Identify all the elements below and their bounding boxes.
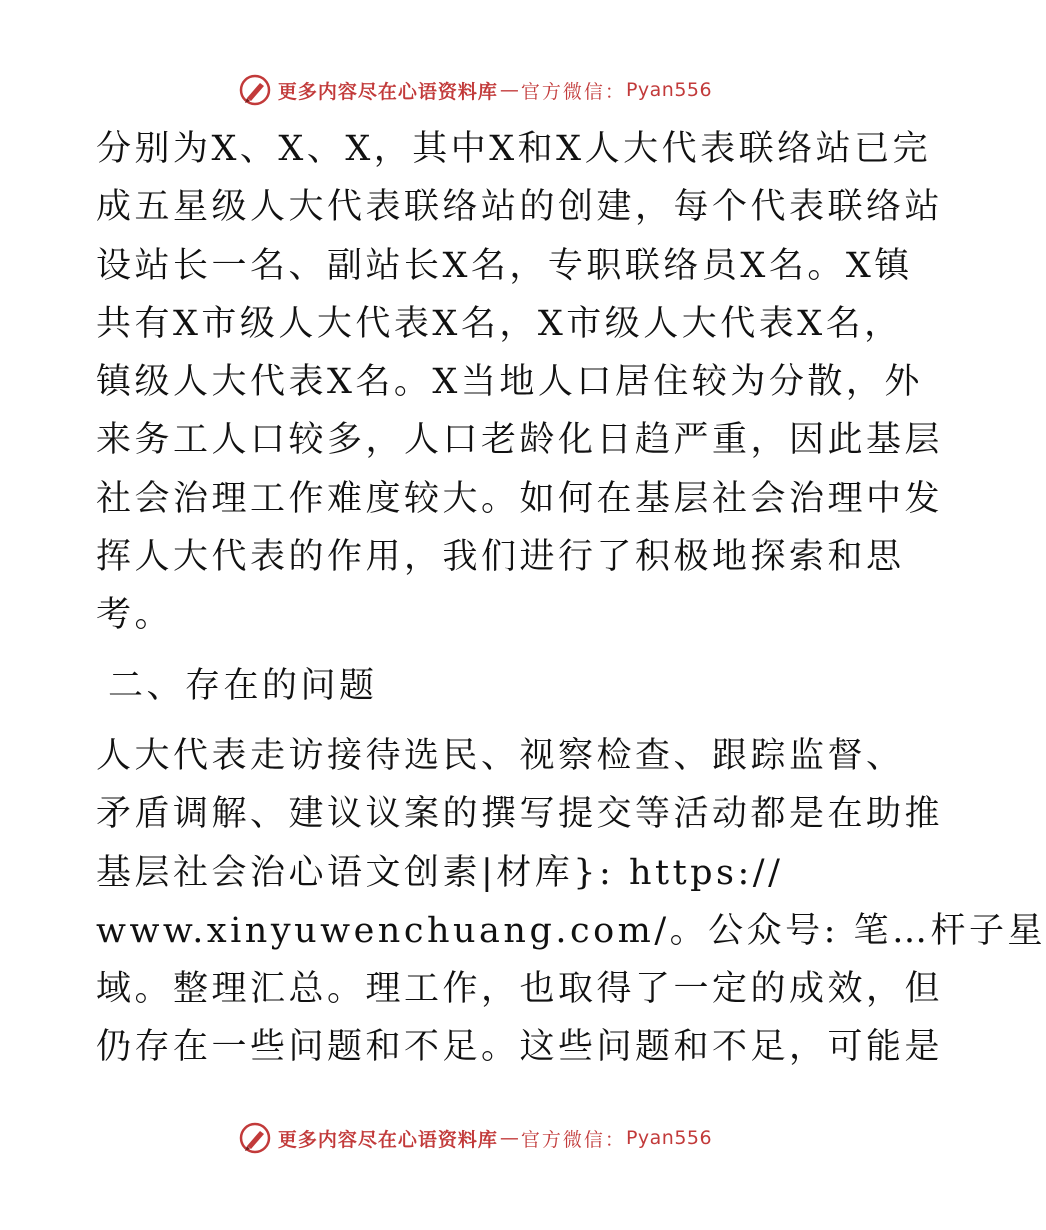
text-line: 基层社会治心语文创素|材库}: https://	[96, 852, 784, 893]
text-line: 共有X市级人大代表X名，X市级人大代表X名，	[96, 303, 903, 344]
text-line: 仍存在一些问题和不足。这些问题和不足，可能是	[96, 1027, 944, 1068]
text-line: 成五星级人大代表联络站的创建，每个代表联络站	[96, 187, 944, 228]
banner-wechat-id: Pyan556	[625, 79, 713, 101]
banner-dash: —	[499, 79, 519, 101]
text-line: 人大代表走访接待选民、视察检查、跟踪监督、	[96, 735, 905, 776]
text-line: 挥人大代表的作用，我们进行了积极地探索和思	[96, 537, 905, 578]
text-line: 镇级人大代表X名。X当地人口居住较为分散，外	[96, 362, 923, 403]
text-line: 域。整理汇总。理工作，也取得了一定的成效，但	[96, 969, 944, 1010]
text-line: www.xinyuwenchuang.com/。公众号: 笔…杆子星	[96, 910, 1046, 951]
paragraph-1	[96, 120, 944, 645]
text-line: 考。	[96, 595, 174, 636]
pen-logo-icon	[238, 1121, 272, 1155]
banner-wechat-id: Pyan556	[625, 1127, 713, 1149]
paragraph-2	[96, 727, 1046, 1077]
text-line: 分别为X、X、X，其中X和X人大代表联络站已完	[96, 129, 932, 169]
text-line: 社会治理工作难度较大。如何在基层社会治理中发	[96, 478, 944, 519]
text-line: 矛盾调解、建议议案的撰写提交等活动都是在助推	[96, 794, 944, 835]
text-line: 来务工人口较多，人口老龄化日趋严重，因此基层	[96, 420, 944, 461]
banner-text: 更多内容尽在心语资料库	[277, 80, 498, 103]
text-line: 设站长一名、副站长X名，专职联络员X名。X镇	[96, 245, 913, 286]
banner-dash: —	[499, 1127, 519, 1149]
banner-label: 官方微信：	[520, 80, 626, 103]
section-heading: 二、存在的问题	[108, 665, 378, 706]
banner-text: 更多内容尽在心语资料库	[277, 1128, 498, 1151]
document-body	[96, 120, 1046, 1077]
banner-label: 官方微信：	[520, 1128, 626, 1151]
footer-banner	[0, 1118, 950, 1158]
pen-logo-icon	[238, 73, 272, 107]
header-banner	[0, 70, 950, 110]
